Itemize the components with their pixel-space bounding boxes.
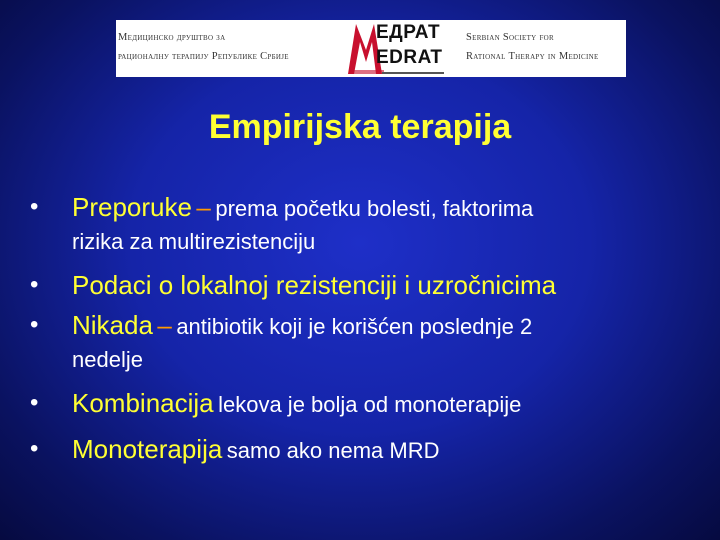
bullet-icon: • [30,311,39,338]
bullet-lead: Preporuke [72,192,192,222]
bullet-lead: Kombinacija [72,388,214,418]
bullet-item-monoterapija [28,432,708,466]
logo-text-latin: EDRAT [376,47,443,68]
bullet-icon: • [30,193,39,220]
bullet-text: lekova je bolja od monoterapije [218,392,522,417]
society-name-en-line-2: Rational Therapy in Medicine [466,51,599,62]
bullet-text: samo ako nema MRD [226,438,440,463]
bullet-dash: – [157,310,172,340]
bullet-icon: • [30,271,39,298]
medrat-logo [344,20,452,77]
bullet-text: antibiotik koji je korišćen poslednje 2 [176,314,533,339]
bullet-text: prema početku bolesti, faktorima [215,196,534,221]
bullet-lead: Monoterapija [72,434,223,464]
header-banner [116,20,626,77]
bullet-item-nikada [28,308,708,374]
bullet-icon: • [30,435,39,462]
bullet-item-podaci [28,268,708,302]
bullet-continuation: nedelje [72,347,143,372]
society-name-line-1: Медицинско друштво за [118,32,226,43]
bullet-continuation: rizika za multirezistenciju [72,229,316,254]
society-name-english [466,28,626,66]
bullet-icon: • [30,389,39,416]
slide-title: Empirijska terapija [208,108,512,146]
logo-text-cyrillic: ЕДРАТ [376,22,441,43]
bullet-lead: Nikada [72,310,153,340]
society-name-serbian [118,28,346,66]
bullet-lead: Podaci o lokalnoj rezistenciji i uzročnicima [72,270,557,300]
bullet-dash: – [196,192,211,222]
bullet-list [28,190,708,466]
society-name-line-2: рационалну терапију Републике Србије [118,51,289,62]
bullet-item-kombinacija [28,386,708,420]
society-name-en-line-1: Serbian Society for [466,32,554,43]
bullet-item-preporuke [28,190,708,256]
logo-underline [382,72,444,74]
